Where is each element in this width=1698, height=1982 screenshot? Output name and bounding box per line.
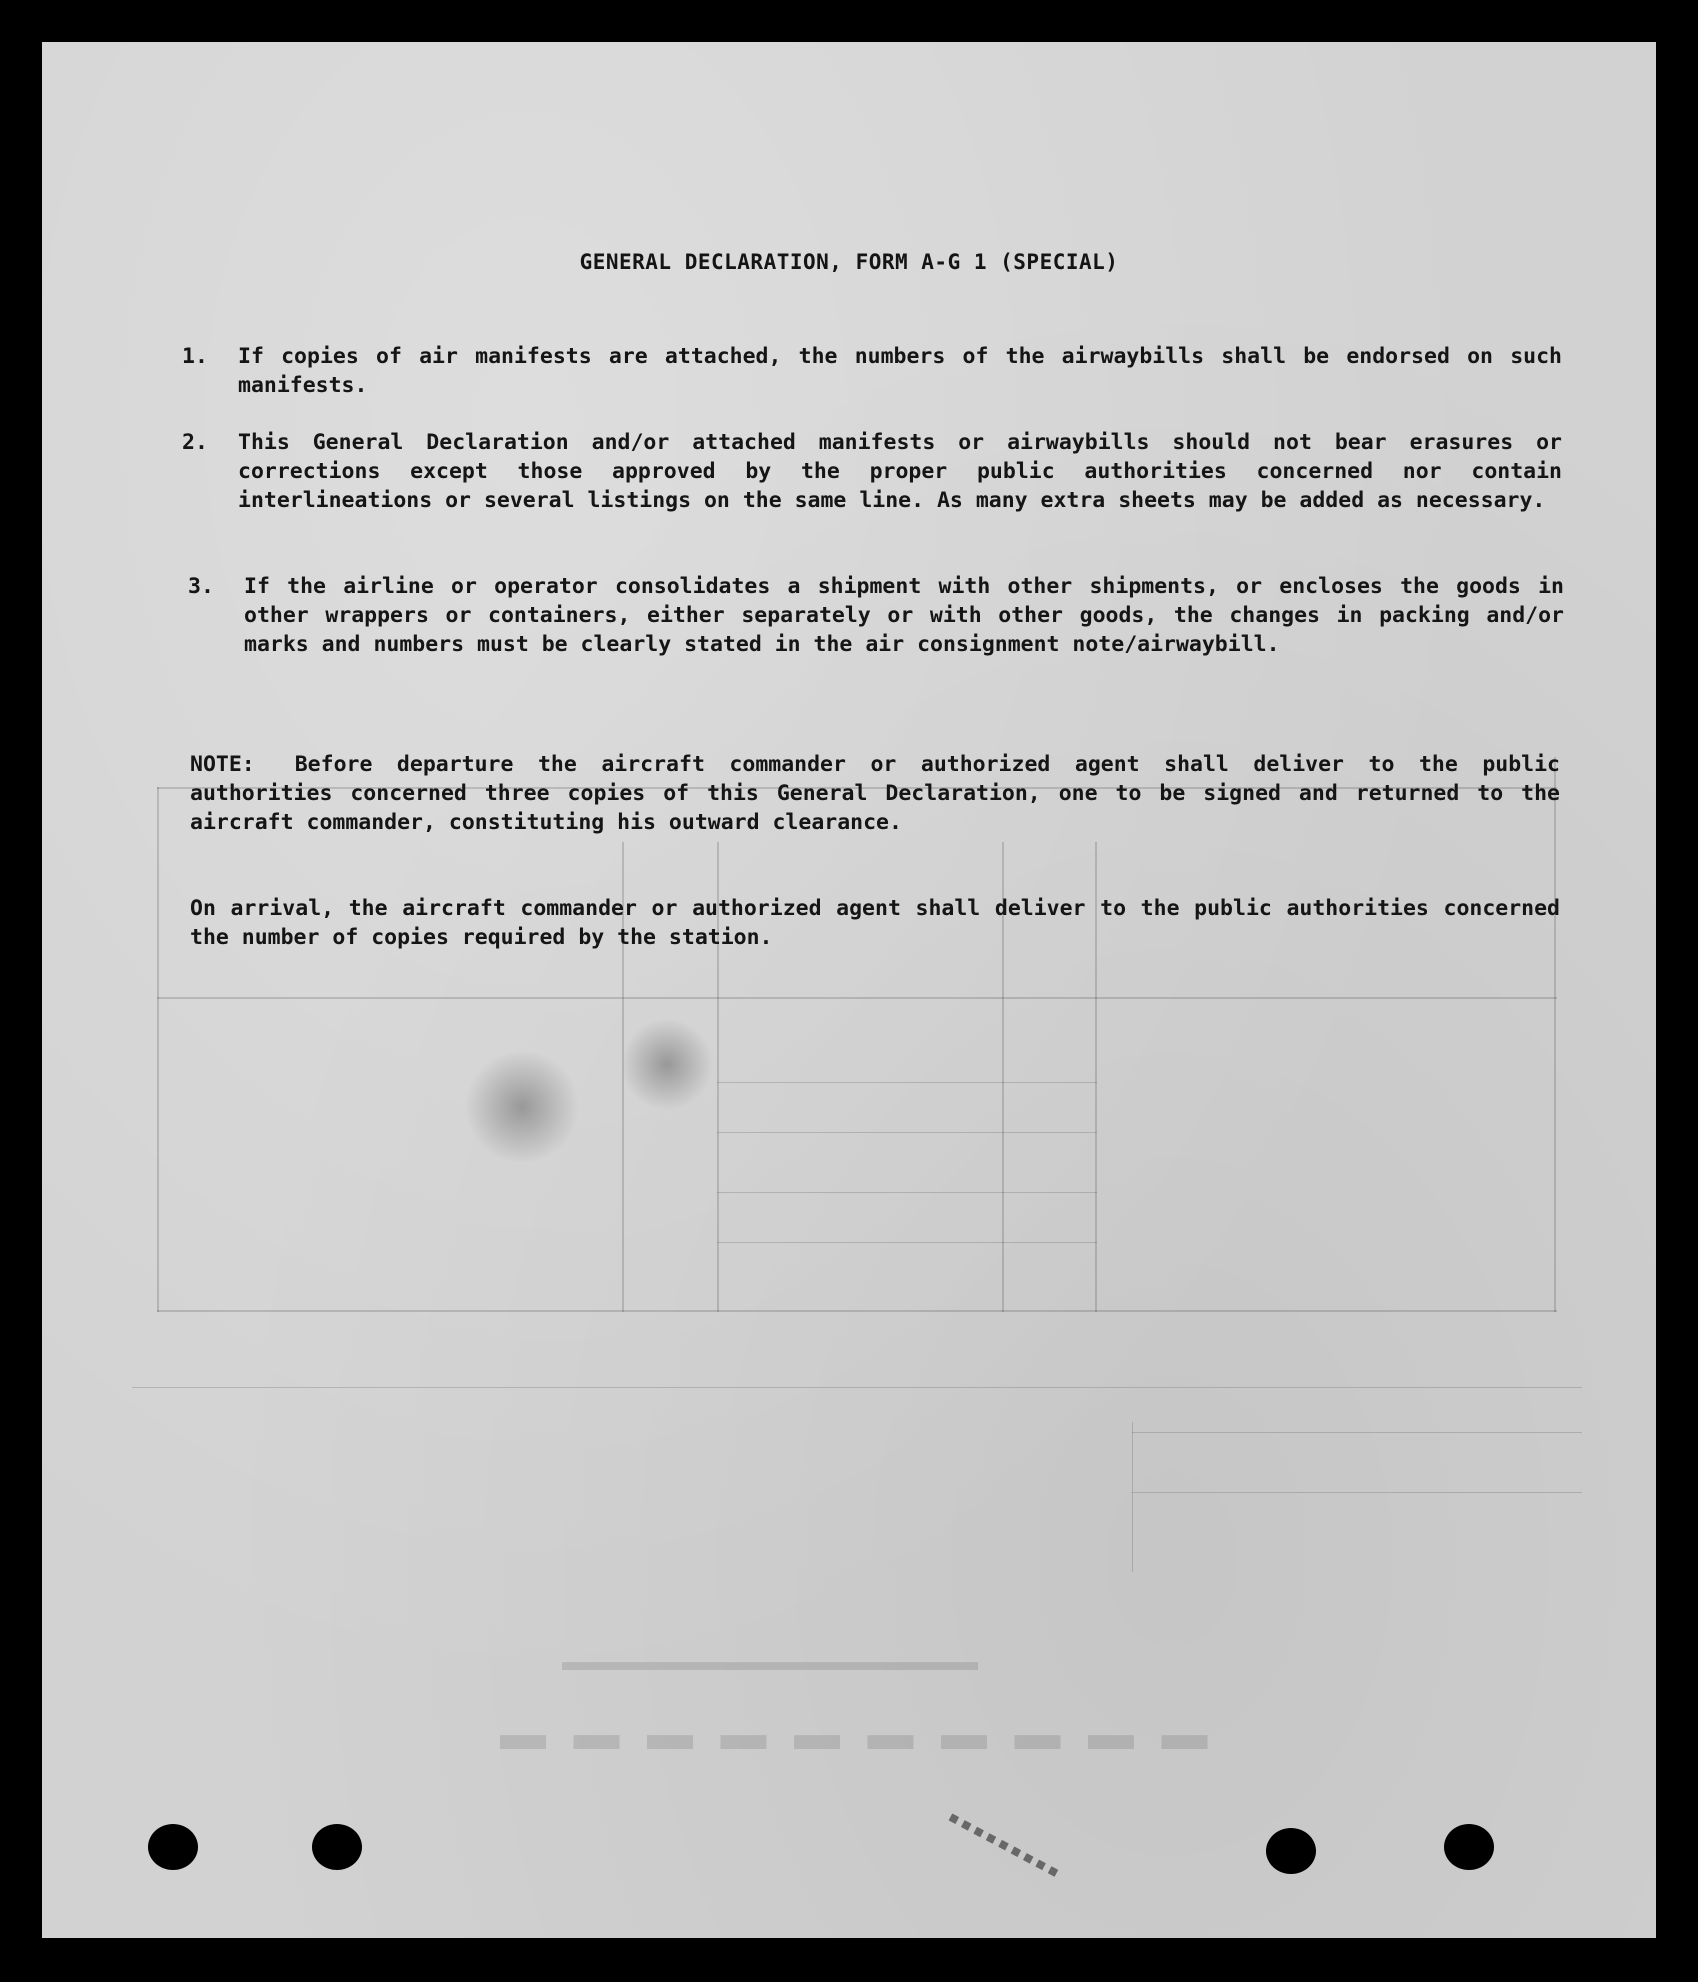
punch-hole-3 <box>1266 1828 1316 1874</box>
note-paragraph <box>190 750 1560 837</box>
punch-hole-1 <box>148 1824 198 1870</box>
ghost-row-line-4 <box>717 1242 1097 1243</box>
ghost-row-line-1 <box>717 1082 1097 1083</box>
ghost-form-line-1 <box>132 1387 1582 1388</box>
ghost-row-line-2 <box>717 1132 1097 1133</box>
instruction-item-2 <box>182 428 1562 515</box>
ghost-form-line-3 <box>1132 1492 1582 1493</box>
ghost-table-mid-line <box>157 997 1557 999</box>
page-title: GENERAL DECLARATION, FORM A-G 1 (SPECIAL) <box>579 250 1119 274</box>
item-number: 3. <box>188 574 214 599</box>
ghost-form-line-2 <box>1132 1432 1582 1433</box>
ink-smudge-2 <box>622 1017 712 1112</box>
ghost-row-line-3 <box>717 1192 1097 1193</box>
note-label: NOTE: <box>190 752 255 777</box>
item-text: This General Declaration and/or attached manifests or airwaybills should not bear erasures or corrections except those approved by the proper public authorities concerned nor contain interlineations or several listings on the same line. As many extra sheets may be added as necessary. <box>238 430 1562 513</box>
ghost-subheading: ▬▬▬▬▬▬▬▬▬▬▬▬▬▬▬▬ <box>562 1647 978 1676</box>
item-number: 2. <box>182 430 208 455</box>
document-page <box>42 42 1656 1938</box>
ghost-table-bottom-line <box>157 1310 1557 1312</box>
ink-smudge-1 <box>462 1052 582 1162</box>
arrival-paragraph: On arrival, the aircraft commander or authorized agent shall deliver to the public authorities concerned the number of copies required by the station. <box>190 896 1560 950</box>
stamp-mark: ▪▪▪▪▪▪▪▪▪ <box>943 1803 1067 1885</box>
note-text: Before departure the aircraft commander or authorized agent shall deliver to the public authorities concerned three copies of this General Declaration, one to be signed and returned to the aircraft commander, constituting his outward clearance. <box>190 752 1560 835</box>
item-text: If copies of air manifests are attached, the numbers of the airwaybills shall be endorsed on such manifests. <box>238 344 1562 398</box>
item-text: If the airline or operator consolidates a shipment with other shipments, or encloses the goods in other wrappers or containers, either separately or with other goods, the changes in packing and/or marks and numbers must be clearly stated in the air consignment note/airwaybill. <box>244 574 1564 657</box>
instruction-item-3 <box>188 572 1564 659</box>
ghost-heading-large: ▬ ▬ ▬ ▬ ▬ ▬ ▬ ▬ ▬ ▬ <box>492 1708 1208 1759</box>
ghost-table-left-line <box>157 787 159 1312</box>
ghost-table-right-line <box>1554 757 1556 1312</box>
item-number: 1. <box>182 344 208 369</box>
ghost-form-vline <box>1132 1422 1133 1572</box>
instruction-item-1 <box>182 342 1562 400</box>
punch-hole-2 <box>312 1824 362 1870</box>
punch-hole-4 <box>1444 1824 1494 1870</box>
